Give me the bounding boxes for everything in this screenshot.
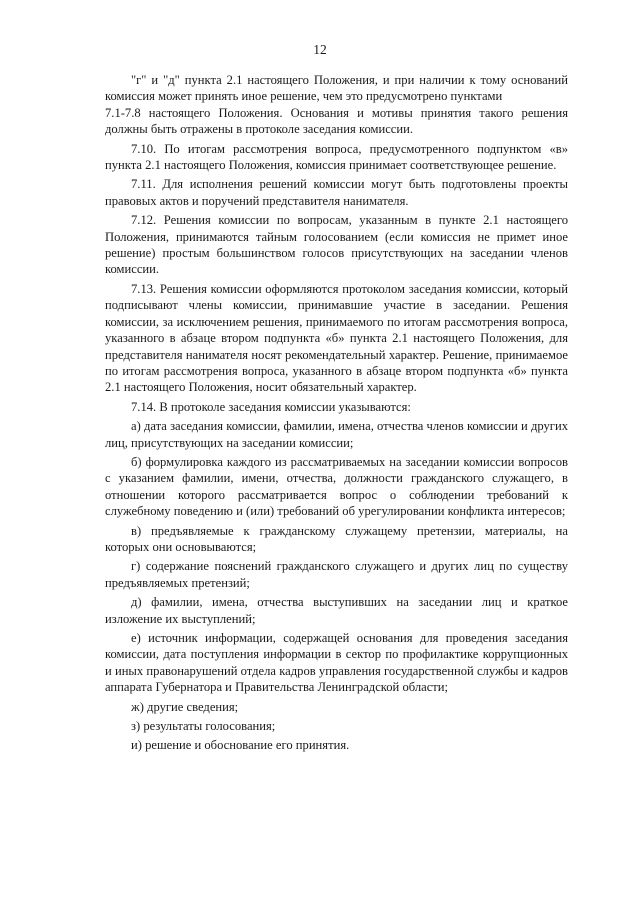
paragraph-continuation-2: 7.1-7.8 настоящего Положения. Основания и мотивы принятия такого решения должны быть отражены в протоколе заседания комиссии. bbox=[105, 105, 568, 137]
document-body bbox=[105, 72, 568, 754]
paragraph-continuation: "г" и "д" пункта 2.1 настоящего Положения, и при наличии к тому оснований комиссия может принять иное решение, чем это предусмотрено пунктами bbox=[105, 73, 568, 104]
list-item-b: б) формулировка каждого из рассматриваемых на заседании комиссии вопросов с указанием фамилии, имени, отчества, должности гражданского служащего, в отношении которого рассматривается вопрос о соблюдении требований к служебному поведению и (или) требований об урегулировании конфликта интересов; bbox=[105, 454, 568, 519]
list-item-e: е) источник информации, содержащей основания для проведения заседания комиссии, дата поступления информации в сектор по профилактике коррупционных и иных правонарушений отдела кадров управления государственной службы и кадров аппарата Губернатора и Правительства Ленинградской области; bbox=[105, 631, 568, 695]
paragraph-7-14: 7.14. В протоколе заседания комиссии указываются: bbox=[131, 399, 411, 414]
list-item-z: з) результаты голосования; bbox=[131, 719, 276, 734]
list-item-d: д) фамилии, имена, отчества выступивших на заседании лиц и краткое изложение их выступлений; bbox=[105, 595, 568, 626]
paragraph-7-13: 7.13. Решения комиссии оформляются протоколом заседания комиссии, который подписывают члены комиссии, принимавшие участие в заседании. Решения комиссии, за исключением решения, принимаемого по итогам рассмотрения вопроса, указанного в абзаце втором подпункта «б» пункта 2.1 настоящего Положения, для представителя нанимателя носят рекомендательный характер. Решение, принимаемое по итогам рассмотрения вопроса, указанного в абзаце втором подпункта «б» пункта 2.1 настоящего Положения, носит обязательный характер. bbox=[105, 281, 568, 395]
list-item-i: и) решение и обоснование его принятия. bbox=[131, 738, 350, 753]
paragraph-7-11: 7.11. Для исполнения решений комиссии могут быть подготовлены проекты правовых актов и поручений представителя нанимателя. bbox=[105, 177, 568, 208]
list-item-zh: ж) другие сведения; bbox=[131, 699, 239, 714]
page-number: 12 bbox=[313, 42, 327, 57]
paragraph-7-10: 7.10. По итогам рассмотрения вопроса, предусмотренного подпунктом «в» пункта 2.1 настоящего Положения, комиссия принимает соответствующее решение. bbox=[105, 141, 568, 173]
list-item-g: г) содержание пояснений гражданского служащего и других лиц по существу предъявляемых претензий; bbox=[105, 559, 568, 590]
list-item-v: в) предъявляемые к гражданскому служащему претензии, материалы, на которых они основываются; bbox=[105, 523, 568, 554]
list-item-a: а) дата заседания комиссии, фамилии, имена, отчества членов комиссии и других лиц, присутствующих на заседании комиссии; bbox=[105, 419, 568, 450]
paragraph-7-12: 7.12. Решения комиссии по вопросам, указанным в пункте 2.1 настоящего Положения, принимаются тайным голосованием (если комиссия не примет иное решение) простым большинством голосов присутствующих на заседании членов комиссии. bbox=[105, 213, 568, 277]
